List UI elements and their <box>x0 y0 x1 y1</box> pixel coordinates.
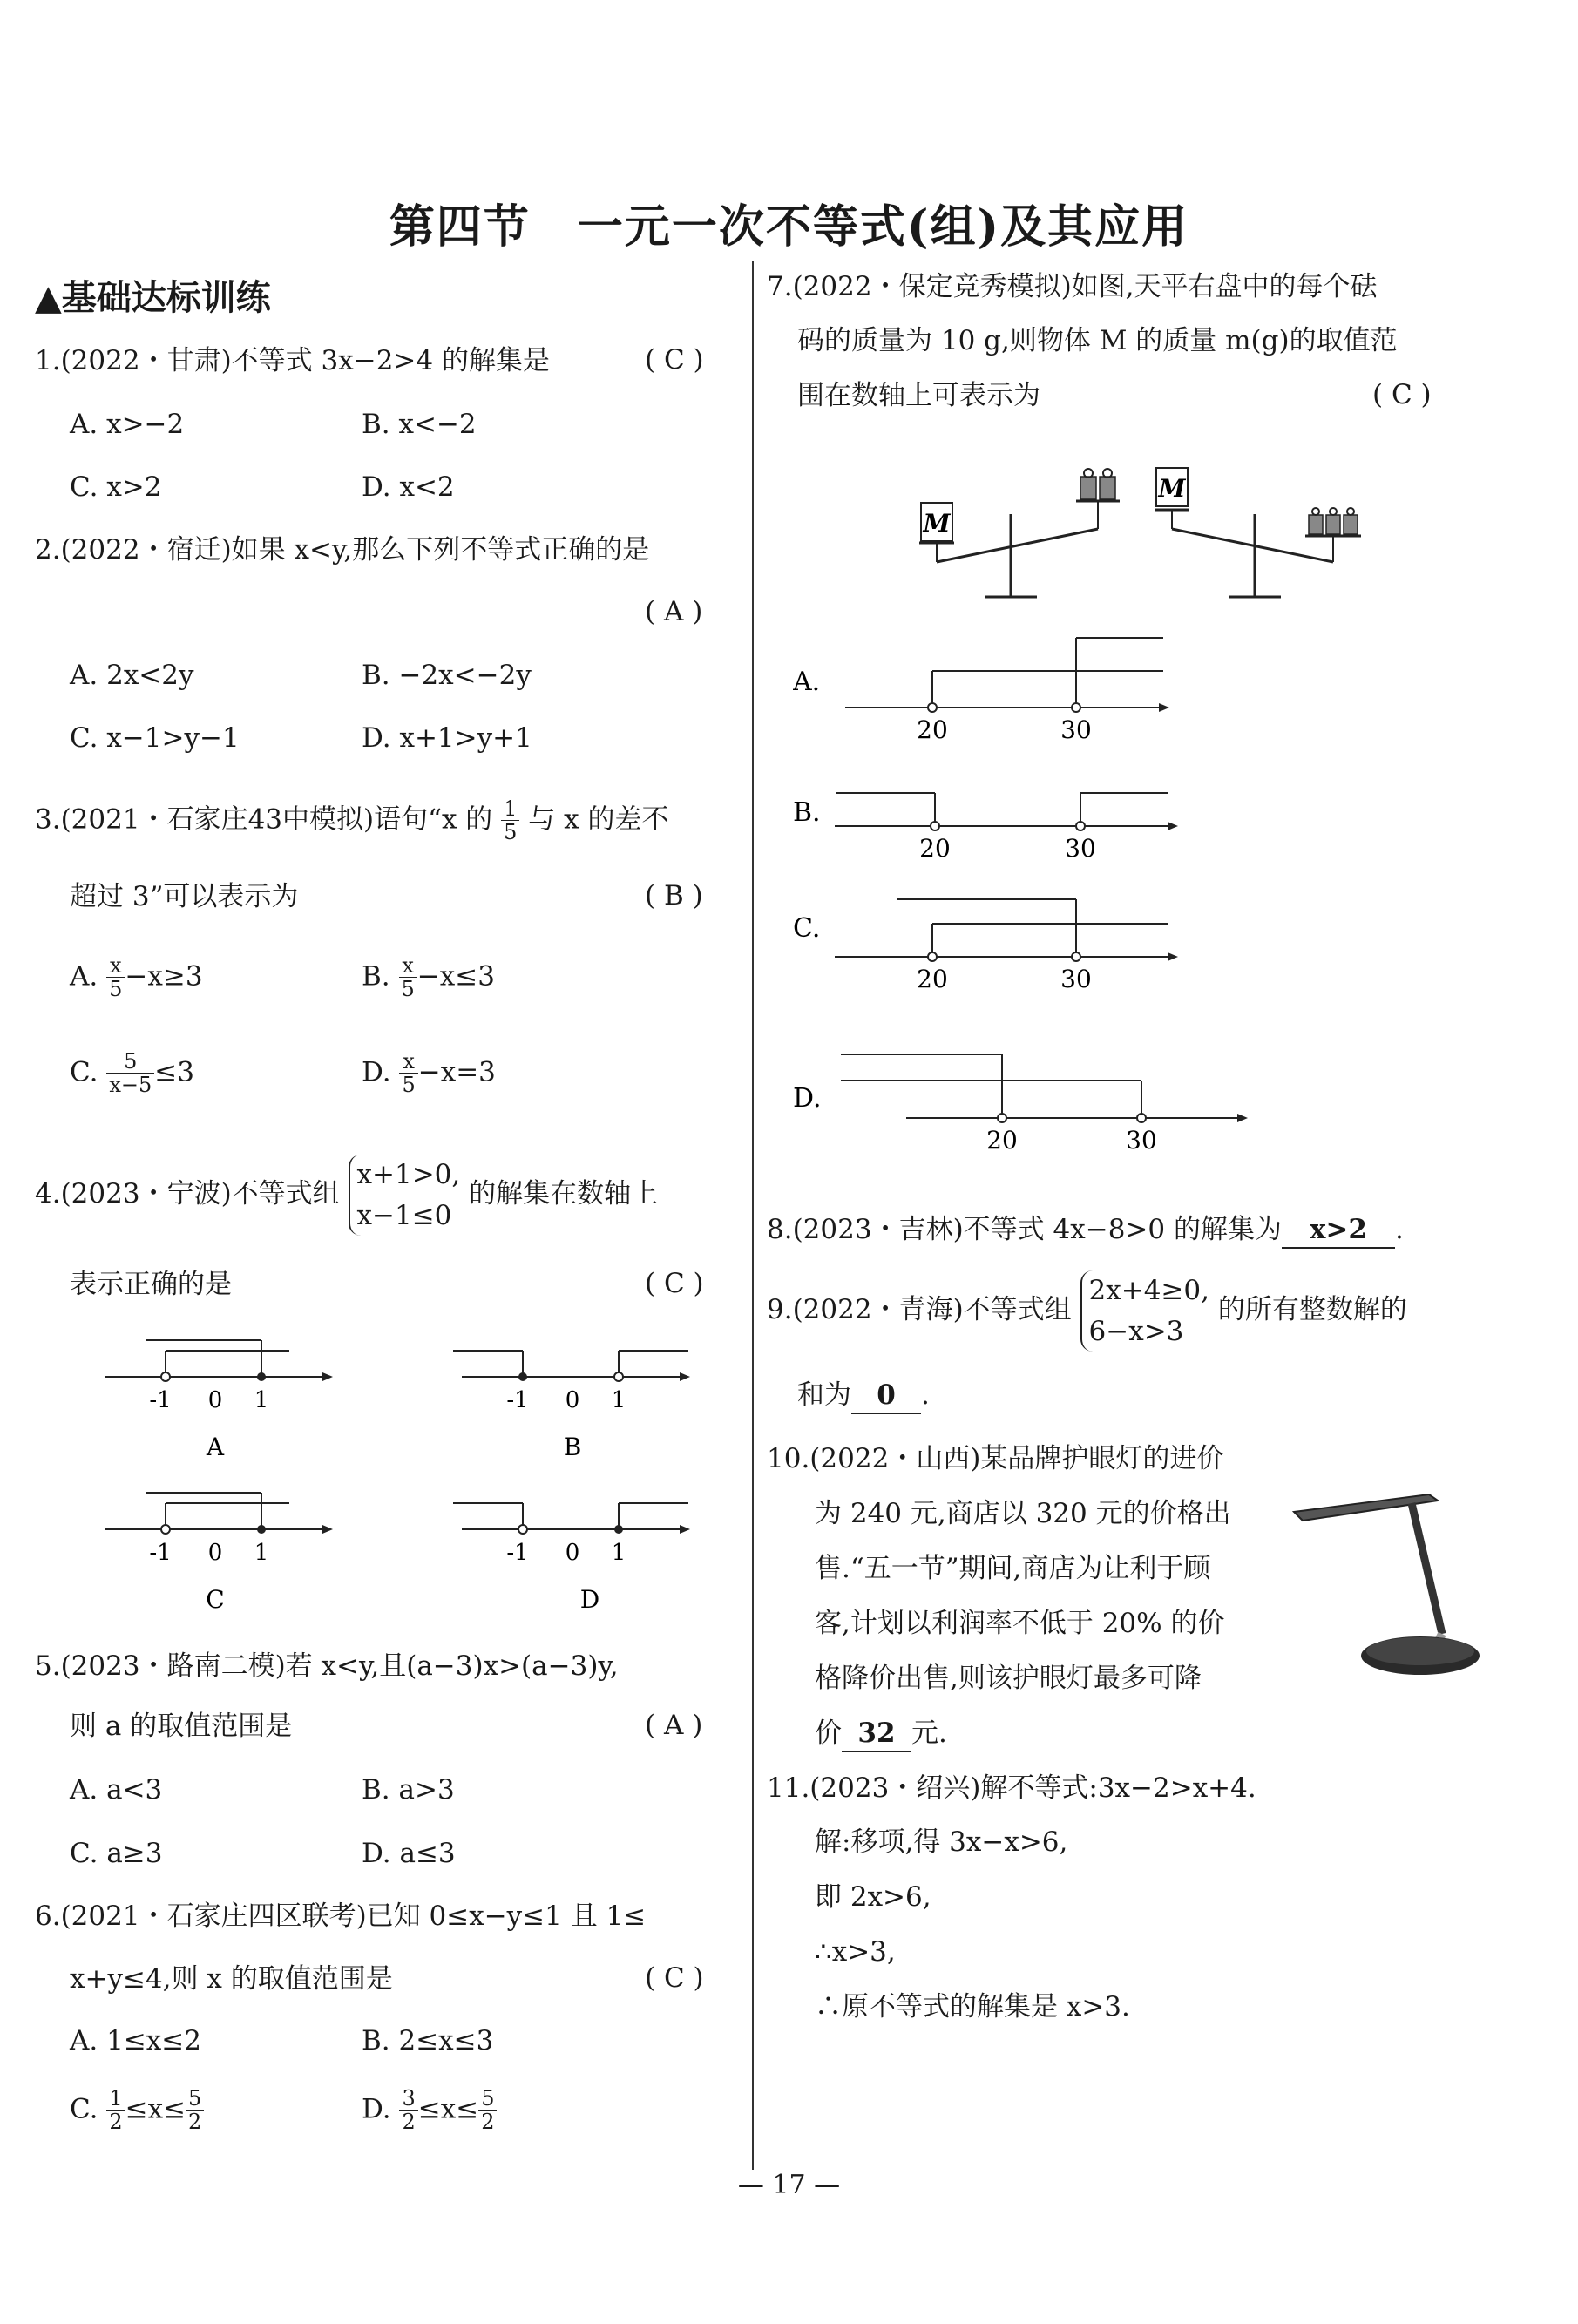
q10-line-2: 为 240 元,商店以 320 元的价格出 <box>815 1498 1231 1529</box>
frac-x-over-5 <box>399 1050 417 1097</box>
object-m-label: M <box>1158 474 1186 503</box>
system-line: x+1>0, <box>356 1159 461 1190</box>
frac-den: 2 <box>109 2110 123 2135</box>
q3-stem-part-a: 3.(2021・石家庄43中模拟)语句“x 的 <box>35 803 493 836</box>
q4-option-b-line <box>453 1351 690 1461</box>
frac-num: 3 <box>399 2087 417 2111</box>
frac-num: 5 <box>478 2087 497 2111</box>
page-number: — 17 — <box>737 2170 841 2200</box>
tick-label: 0 <box>207 1387 223 1413</box>
balance-right <box>1155 468 1361 597</box>
page-title: 第四节 一元一次不等式(组)及其应用 <box>389 200 1189 254</box>
frac-x-over-5 <box>399 954 417 1001</box>
q2-option-d: D. x+1>y+1 <box>362 722 532 754</box>
tick-label: 30 <box>1060 965 1092 993</box>
option-label: C <box>206 1585 225 1614</box>
q4-stem-part-a: 4.(2023・宁波)不等式组 <box>35 1178 340 1209</box>
q3-stem-part-b: 与 x 的差不 <box>528 803 669 836</box>
tick-label: 1 <box>254 1540 269 1566</box>
tick-label: 0 <box>565 1540 580 1566</box>
q1-answer: ( C ) <box>645 344 704 376</box>
q7-option-c-line <box>793 899 1178 993</box>
q8-stem <box>767 1213 1404 1249</box>
system-line: 2x+4≥0, <box>1088 1275 1209 1306</box>
frac-den: 2 <box>481 2110 495 2135</box>
q9-stem-part-a: 9.(2022・青海)不等式组 <box>767 1294 1072 1325</box>
tick-label: -1 <box>506 1387 529 1413</box>
option-label: B. <box>793 797 821 828</box>
q5-option-c: C. a≥3 <box>70 1838 163 1869</box>
q10-line-6 <box>815 1717 947 1752</box>
q10-line-5: 格降价出售,则该护眼灯最多可降 <box>815 1663 1202 1694</box>
tick-label: 1 <box>254 1387 269 1413</box>
frac-5-over-xm5 <box>106 1050 154 1097</box>
q7-number-lines <box>793 627 1263 1194</box>
q9-inequality-system <box>1080 1270 1209 1352</box>
section-heading: ▲基础达标训练 <box>35 277 271 318</box>
frac-5-2 <box>478 2087 497 2134</box>
q3-stem <box>35 797 669 844</box>
q2-stem: 2.(2022・宿迁)如果 x<y,那么下列不等式正确的是 <box>35 534 650 566</box>
q2-option-b: B. −2x<−2y <box>362 660 532 691</box>
tick-label: -1 <box>506 1540 529 1566</box>
frac-num: 1 <box>106 2087 125 2111</box>
tick-label: -1 <box>149 1387 172 1413</box>
q10-last-pre: 价 <box>815 1718 842 1749</box>
opt-letter: D. <box>362 1056 391 1088</box>
q2-option-c: C. x−1>y−1 <box>70 722 240 754</box>
option-label: D <box>579 1585 600 1614</box>
q5-option-b: B. a>3 <box>362 1774 455 1806</box>
tick-label: 1 <box>611 1387 626 1413</box>
q9-stem-part-b: 的所有整数解的 <box>1217 1294 1407 1325</box>
q6-stem-cont: x+y≤4,则 x 的取值范围是 <box>70 1963 393 1995</box>
tick-label: 1 <box>611 1540 626 1566</box>
opt-letter: C. <box>70 1056 98 1088</box>
q4-answer: ( C ) <box>645 1268 704 1299</box>
q5-stem-cont: 则 a 的取值范围是 <box>70 1711 293 1742</box>
opt-text: −x=3 <box>417 1056 496 1088</box>
q7-option-a-line <box>793 638 1169 744</box>
frac-num: x <box>106 954 125 978</box>
frac-1-2 <box>106 2087 125 2134</box>
frac-den: 5 <box>109 977 123 1002</box>
q7-stem: 7.(2022・保定竞秀模拟)如图,天平右盘中的每个砝 <box>767 271 1378 302</box>
q3-option-d <box>362 1050 496 1097</box>
q7-balance-scales <box>906 449 1412 610</box>
q5-option-d: D. a≤3 <box>362 1838 456 1869</box>
option-label: A. <box>793 667 821 697</box>
q10-last-post: 元. <box>911 1718 947 1749</box>
q11-step-3: ∴x>3, <box>815 1936 896 1968</box>
q4-inequality-system <box>349 1155 461 1236</box>
q3-option-b <box>362 954 495 1001</box>
option-label: C. <box>793 913 821 944</box>
q9-stem <box>767 1270 1407 1352</box>
frac-3-2 <box>399 2087 417 2134</box>
q9-answer-fill: 0 <box>851 1379 921 1414</box>
object-m-label: M <box>923 509 951 538</box>
q11-step-4: ∴原不等式的解集是 x>3. <box>815 1991 1130 2022</box>
q7-option-b-line <box>793 793 1178 863</box>
opt-letter: B. <box>362 960 390 993</box>
q9-stem-cont <box>797 1379 930 1414</box>
opt-text: ≤x≤ <box>125 2093 186 2125</box>
q4-stem <box>35 1155 658 1236</box>
tick-label: 30 <box>1060 715 1092 744</box>
q3-fraction-one-fifth <box>501 797 519 844</box>
tick-label: 30 <box>1126 1126 1157 1155</box>
opt-letter: C. <box>70 2093 98 2125</box>
frac-num: 5 <box>186 2087 204 2111</box>
q8-answer-fill: x>2 <box>1282 1213 1395 1249</box>
q7-stem-cont-2: 围在数轴上可表示为 <box>797 380 1040 411</box>
frac-x-over-5 <box>106 954 125 1001</box>
desk-lamp-image <box>1290 1473 1481 1682</box>
frac-den: 2 <box>188 2110 202 2135</box>
opt-text: ≤3 <box>154 1056 194 1088</box>
tick-label: 20 <box>919 834 951 863</box>
option-label: B <box>563 1433 582 1461</box>
q5-stem: 5.(2023・路南二模)若 x<y,且(a−3)x>(a−3)y, <box>35 1650 619 1682</box>
q8-stem-text: 8.(2023・吉林)不等式 4x−8>0 的解集为 <box>767 1214 1282 1245</box>
opt-text: ≤x≤ <box>417 2093 479 2125</box>
q1-option-c: C. x>2 <box>70 471 162 503</box>
q10-answer-fill: 32 <box>842 1717 911 1752</box>
tick-label: 20 <box>917 715 948 744</box>
q4-option-c-line <box>105 1493 333 1614</box>
q6-option-c <box>70 2087 204 2134</box>
q4-option-d-line <box>453 1503 690 1614</box>
q6-stem: 6.(2021・石家庄四区联考)已知 0≤x−y≤1 且 1≤ <box>35 1901 647 1932</box>
frac-den: 5 <box>401 977 415 1002</box>
frac-num: 1 <box>501 797 519 821</box>
q1-stem: 1.(2022・甘肃)不等式 3x−2>4 的解集是 <box>35 345 550 376</box>
system-line: 6−x>3 <box>1088 1315 1184 1347</box>
balance-left <box>919 469 1120 597</box>
q7-option-d-line <box>793 1054 1248 1155</box>
q3-answer: ( B ) <box>645 880 703 911</box>
opt-text: −x≤3 <box>417 960 495 993</box>
q9-end: . <box>921 1379 930 1411</box>
frac-den: 5 <box>504 820 518 845</box>
tick-label: -1 <box>149 1540 172 1566</box>
q10-line-3: 售.“五一节”期间,商店为让利于顾 <box>815 1553 1211 1584</box>
tick-label: 20 <box>986 1126 1018 1155</box>
q9-stem-part-c: 和为 <box>797 1379 851 1411</box>
opt-text: −x≥3 <box>125 960 203 993</box>
frac-num: 5 <box>106 1050 154 1074</box>
q11-step-1: 解:移项,得 3x−x>6, <box>815 1826 1068 1858</box>
column-divider <box>752 261 754 2170</box>
option-label: A <box>206 1433 225 1461</box>
q5-answer: ( A ) <box>645 1710 703 1741</box>
q7-stem-cont: 码的质量为 10 g,则物体 M 的质量 m(g)的取值范 <box>797 325 1398 356</box>
q3-option-a <box>70 954 203 1001</box>
opt-letter: D. <box>362 2093 391 2125</box>
frac-den: x−5 <box>109 1073 152 1098</box>
q1-option-b: B. x<−2 <box>362 409 477 440</box>
tick-label: 0 <box>565 1387 580 1413</box>
q3-stem-cont: 超过 3”可以表示为 <box>70 881 299 912</box>
q1-option-d: D. x<2 <box>362 471 455 503</box>
option-label: D. <box>793 1083 822 1114</box>
q4-stem-part-b: 的解集在数轴上 <box>469 1178 659 1209</box>
opt-letter: A. <box>70 960 98 993</box>
q7-answer: ( C ) <box>1372 379 1432 410</box>
tick-label: 30 <box>1065 834 1096 863</box>
q11-stem: 11.(2023・绍兴)解不等式:3x−2>x+4. <box>767 1772 1256 1804</box>
q6-option-d <box>362 2087 497 2134</box>
tick-label: 20 <box>917 965 948 993</box>
q6-option-a: A. 1≤x≤2 <box>70 2025 201 2056</box>
frac-num: x <box>399 1050 417 1074</box>
q5-option-a: A. a<3 <box>70 1774 163 1806</box>
frac-den: 2 <box>402 2110 416 2135</box>
frac-den: 5 <box>402 1073 416 1098</box>
q4-number-lines <box>87 1325 732 1638</box>
q2-answer: ( A ) <box>645 596 703 627</box>
system-line: x−1≤0 <box>356 1199 452 1231</box>
q10-line-1: 10.(2022・山西)某品牌护眼灯的进价 <box>767 1443 1224 1474</box>
frac-num: x <box>399 954 417 978</box>
q10-line-4: 客,计划以利润率不低于 20% 的价 <box>815 1608 1225 1639</box>
q6-option-b: B. 2≤x≤3 <box>362 2025 494 2056</box>
q4-option-a-line <box>105 1340 333 1461</box>
q3-option-c <box>70 1050 194 1097</box>
q11-step-2: 即 2x>6, <box>815 1881 931 1913</box>
q4-stem-cont: 表示正确的是 <box>70 1269 232 1300</box>
tick-label: 0 <box>207 1540 223 1566</box>
frac-5-2 <box>186 2087 204 2134</box>
q8-end: . <box>1394 1214 1404 1245</box>
q6-answer: ( C ) <box>645 1962 704 1994</box>
q2-option-a: A. 2x<2y <box>70 660 194 691</box>
q1-option-a: A. x>−2 <box>70 409 185 440</box>
